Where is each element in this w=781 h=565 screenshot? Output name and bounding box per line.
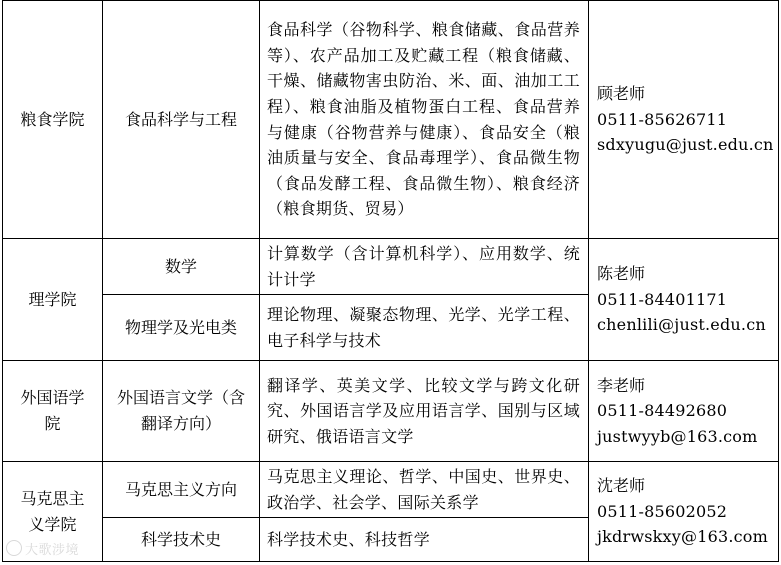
major-cell: 科学技术史: [103, 518, 260, 562]
table-row: [3, 1, 779, 239]
contact-phone: 0511-84401171: [597, 289, 728, 309]
research-directions-cell: 翻译学、英美文学、比较文学与跨文化研究、外国语言学及应用语言学、国别与区域研究、俄语语言文学: [260, 361, 589, 462]
contact-email: justwyyb@163.com: [597, 426, 758, 446]
contact-cell: [589, 361, 779, 462]
contact-name: 陈老师: [597, 264, 646, 284]
college-cell: 马克思主义学院: [3, 462, 103, 562]
college-cell: 粮食学院: [3, 1, 103, 239]
contact-name: 沈老师: [597, 476, 646, 496]
table-row: [3, 462, 779, 518]
research-directions-cell: 理论物理、凝聚态物理、光学、光学工程、电子科学与技术: [260, 295, 589, 361]
watermark: [6, 539, 79, 558]
major-cell: 外国语言文学（含翻译方向）: [103, 361, 260, 462]
table-row: [3, 239, 779, 295]
research-directions-cell: 科学技术史、科技哲学: [260, 518, 589, 562]
contact-email: chenlili@just.edu.cn: [597, 315, 766, 335]
research-directions-cell: 食品科学（谷物科学、粮食储藏、食品营养等）、农产品加工及贮藏工程（粮食储藏、干燥、储藏物害虫防治、米、面、油加工工程）、粮食油脂及植物蛋白工程、食品营养与健康（谷物营养与健康）、食品安全（粮油质量与安全、食品毒理学）、食品微生物（食品发酵工程、食品微生物）、粮食经济（粮食期货、贸易）: [260, 1, 589, 239]
major-cell: 食品科学与工程: [103, 1, 260, 239]
research-directions-cell: 马克思主义理论、哲学、中国史、世界史、政治学、社会学、国际关系学: [260, 462, 589, 518]
contact-name: 李老师: [597, 375, 646, 395]
college-cell: 理学院: [3, 239, 103, 361]
watermark-text: 大歌涉境: [25, 543, 80, 558]
major-cell: 数学: [103, 239, 260, 295]
college-cell: 外国语学院: [3, 361, 103, 462]
contact-cell: [589, 239, 779, 361]
table-row: [3, 361, 779, 462]
contact-phone: 0511-85626711: [597, 109, 728, 129]
contact-name: 顾老师: [597, 84, 646, 104]
major-cell: 物理学及光电类: [103, 295, 260, 361]
contact-email: jkdrwskxy@163.com: [597, 527, 769, 547]
major-cell: 马克思主义方向: [103, 462, 260, 518]
research-directions-cell: 计算数学（含计算机科学）、应用数学、统计计学: [260, 239, 589, 295]
contact-cell: [589, 462, 779, 562]
camera-watermark-icon: [6, 540, 22, 556]
contact-phone: 0511-84492680: [597, 401, 728, 421]
contact-email: sdxyugu@just.edu.cn: [597, 135, 774, 155]
contact-phone: 0511-85602052: [597, 501, 728, 521]
contact-cell: [589, 1, 779, 239]
college-contact-table: [2, 0, 779, 562]
